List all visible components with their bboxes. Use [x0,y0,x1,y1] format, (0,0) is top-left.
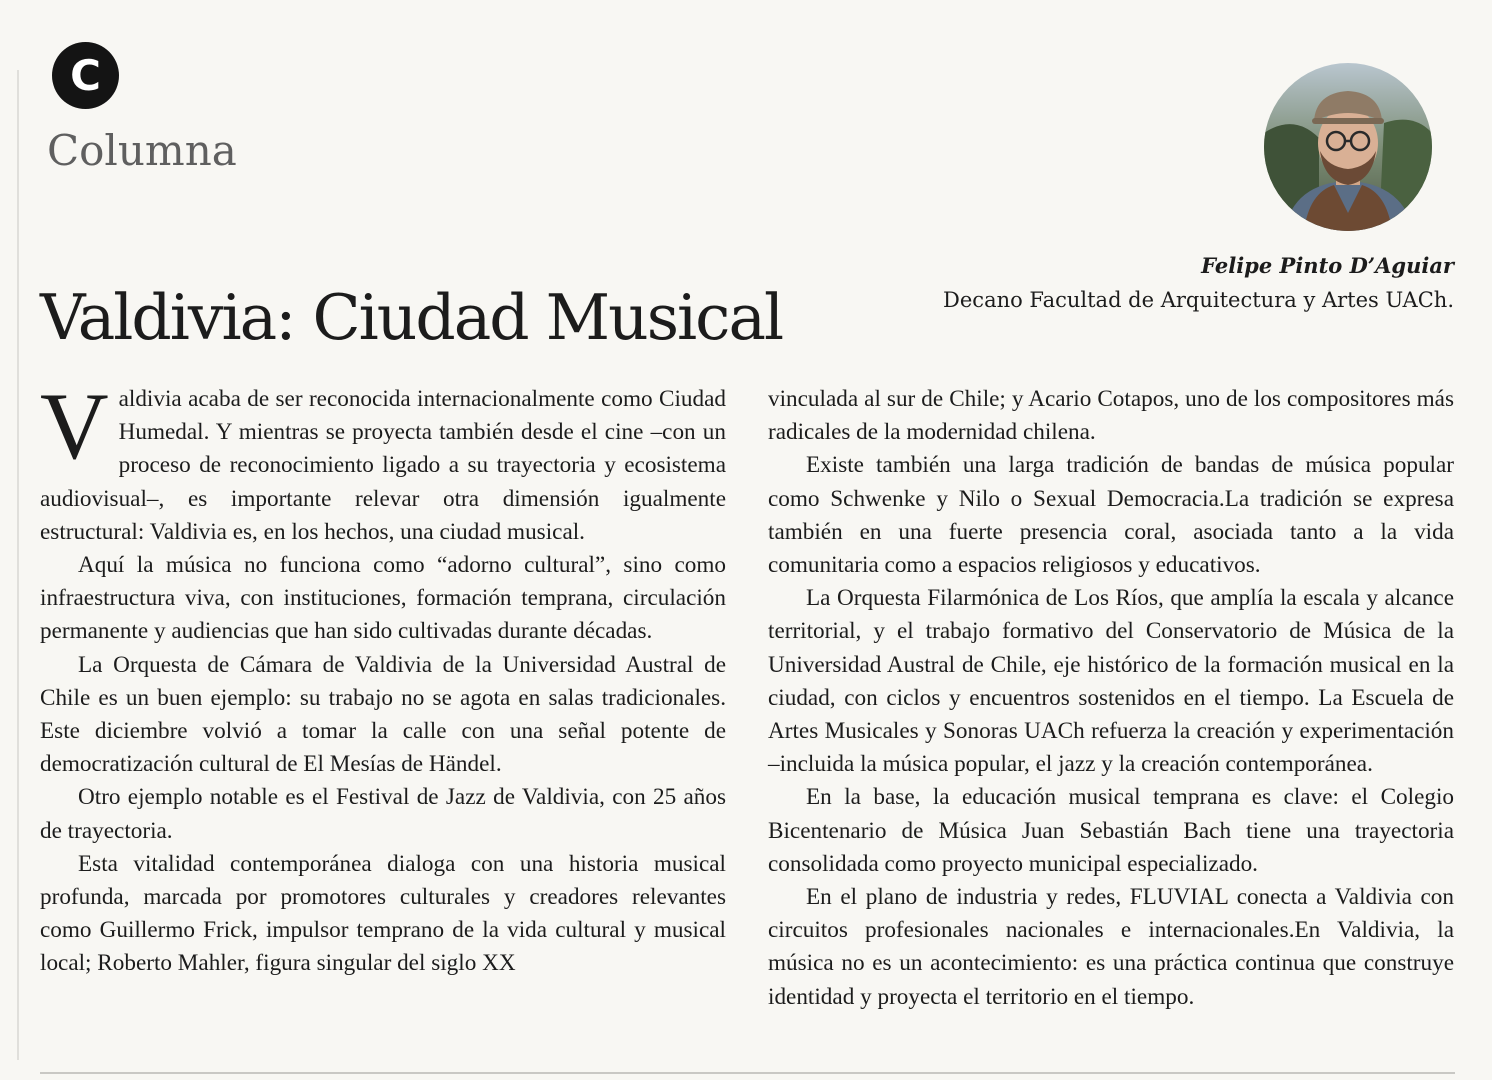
article-paragraph: En el plano de industria y redes, FLUVIAL conecta a Valdivia con circuitos profesionales nacionales e internacionales.En Valdivia, la música no es un acontecimiento: es una práctica continua que construye identidad y proyecta el territorio en el tiempo. [768,884,1454,1010]
paragraph-text: aldivia acaba de ser reconocida internacionalmente como Ciudad Humedal. Y mientras se proyecta también desde el cine –con un proceso de reconocimiento ligado a su trayectoria y ecosistema audiovisual–, es importante relevar otra dimensión igualmente estructural: Valdivia es, en los hechos, una ciudad musical. [40,386,726,545]
section-badge: C [52,42,119,109]
author-name: Felipe Pinto D’Aguiar [1201,253,1454,278]
article-column-right [768,383,1454,1014]
article-paragraph: En la base, la educación musical temprana es clave: el Colegio Bicentenario de Música Juan Sebastián Bach tiene una trayectoria consolidada como proyecto municipal especializado. [768,784,1454,877]
author-role: Decano Facultad de Arquitectura y Artes UACh. [943,288,1454,312]
article-headline: Valdivia: Ciudad Musical [40,281,783,354]
section-label: Columna [47,126,237,175]
article-paragraph [40,373,726,549]
article-paragraph: vinculada al sur de Chile; y Acario Cotapos, uno de los compositores más radicales de la modernidad chilena. [768,386,1454,446]
drop-cap: V [40,373,109,479]
bottom-rule [40,1072,1455,1074]
article-paragraph: Otro ejemplo notable es el Festival de Jazz de Valdivia, con 25 años de trayectoria. [40,784,726,844]
article-column-left [40,373,726,981]
article-paragraph: Esta vitalidad contemporánea dialoga con una historia musical profunda, marcada por promotores culturales y creadores relevantes como Guillermo Frick, impulsor temprano de la vida cultural y musical local; Roberto Mahler, figura singular del siglo XX [40,850,726,977]
author-photo [1264,63,1432,231]
article-paragraph: Existe también una larga tradición de bandas de música popular como Schwenke y Nilo o Sexual Democracia.La tradición se expresa también en una fuerte presencia coral, asociada tanto a la vida comunitaria como a espacios religiosos y educativos. [768,452,1454,579]
article-paragraph: Aquí la música no funciona como “adorno cultural”, sino como infraestructura viva, con instituciones, formación temprana, circulación permanente y audiencias que han sido cultivadas durante décadas. [40,552,726,645]
left-margin-rule [17,70,19,1060]
article-paragraph: La Orquesta Filarmónica de Los Ríos, que amplía la escala y alcance territorial, y el trabajo formativo del Conservatorio de Música de la Universidad Austral de Chile, eje histórico de la formación musical en la ciudad, con ciclos y encuentros sostenidos en el tiempo. La Escuela de Artes Musicales y Sonoras UACh refuerza la creación y experimentación –incluida la música popular, el jazz y la creación contemporánea. [768,585,1454,778]
article-paragraph: La Orquesta de Cámara de Valdivia de la Universidad Austral de Chile es un buen ejemplo: su trabajo no se agota en salas tradicionales. Este diciembre volvió a tomar la calle con una señal potente de democratización cultural de El Mesías de Händel. [40,651,726,778]
